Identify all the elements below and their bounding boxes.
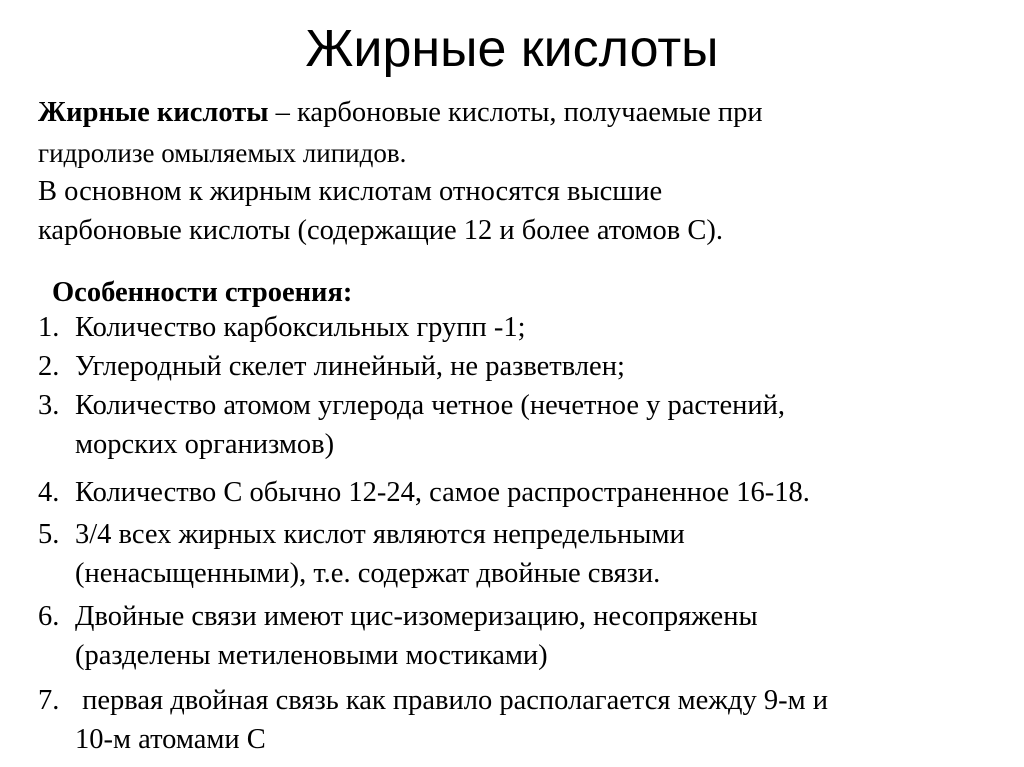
list-item: Количество С обычно 12-24, самое распространенное 16-18.: [75, 477, 810, 508]
list-item: первая двойная связь как правило располагается между 9-м и: [75, 685, 828, 716]
item-number: 3.: [38, 390, 60, 421]
slide-title: Жирные кислоты: [305, 20, 719, 78]
features-heading: Особенности строения:: [52, 277, 353, 308]
list-item: Количество карбоксильных групп -1;: [75, 312, 526, 343]
item-number: 2.: [38, 351, 60, 382]
item-number: 6.: [38, 601, 60, 632]
list-item: Количество атомом углерода четное (нечетное у растений,: [75, 390, 786, 421]
list-item-continuation: (ненасыщенными), т.е. содержат двойные связи.: [75, 558, 661, 589]
term: Жирные кислоты: [38, 97, 269, 128]
definition: – карбоновые кислоты, получаемые при: [268, 97, 763, 128]
intro-line-1: [38, 96, 763, 130]
list-item: Углеродный скелет линейный, не разветвлен;: [75, 351, 625, 382]
item-number: 7.: [38, 685, 60, 716]
list-item-continuation: (разделены метиленовыми мостиками): [75, 640, 548, 671]
intro-line-3: В основном к жирным кислотам относятся высшие: [38, 176, 663, 207]
item-number: 1.: [38, 312, 60, 343]
item-number: 5.: [38, 519, 60, 550]
intro-line-4: карбоновые кислоты (содержащие 12 и более атомов С).: [38, 215, 724, 246]
intro-line-2: гидролизе омыляемых липидов.: [38, 138, 407, 168]
list-item: 3/4 всех жирных кислот являются непредельными: [75, 519, 685, 550]
list-item: Двойные связи имеют цис-изомеризацию, несопряжены: [75, 601, 758, 632]
list-item-continuation: морских организмов): [75, 429, 335, 460]
item-number: 4.: [38, 477, 60, 508]
list-item-continuation: 10-м атомами С: [75, 724, 266, 755]
